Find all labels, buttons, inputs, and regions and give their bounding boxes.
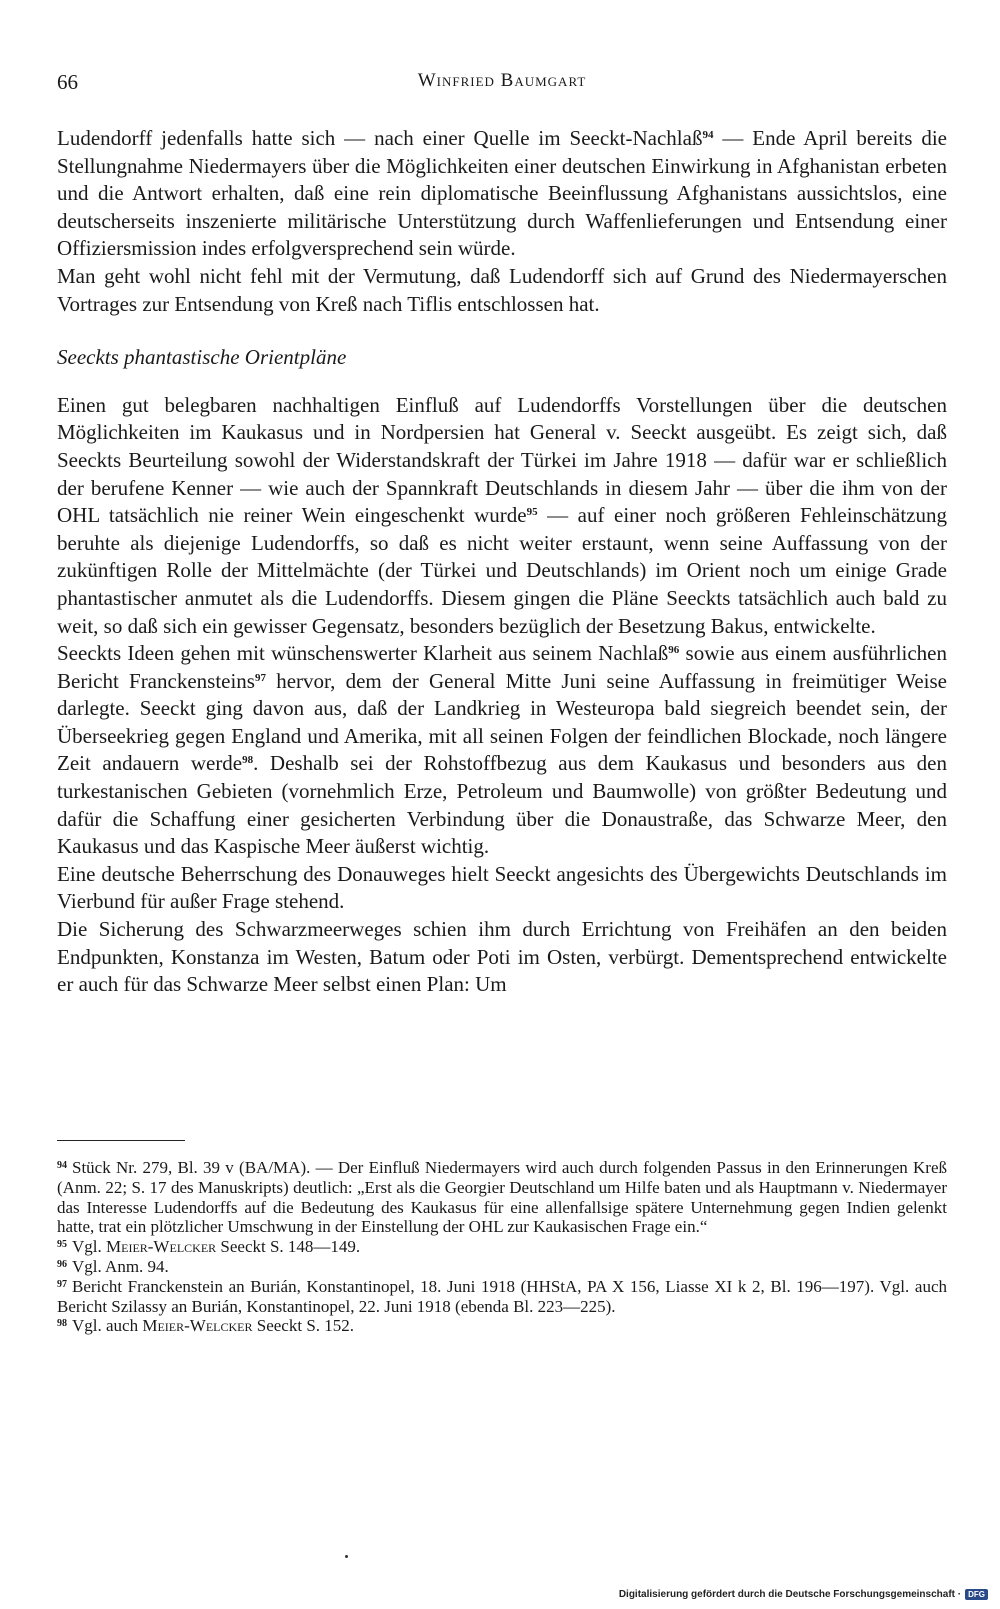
footnote-ref-97[interactable]: 97 bbox=[254, 671, 266, 684]
paragraph-text: — auf einer noch größeren Fehleinschätzung beruhte als diejenige Ludendorffs, so daß es nicht weiter erstaunt, wenn seine Auffassung von der zukünftigen Rolle der Mittelmächte (der Türkei und Deutschlands) im Orient noch um einige Grade phantastischer anmutet als die Ludendorffs. Diesem gingen die Pläne Seeckts tatsächlich auch bald zu weit, so daß sich ein gewisser Gegensatz, besonders bezüglich der Besetzung Bakus, entwickelte. bbox=[57, 503, 947, 638]
footnote-number: 97 bbox=[57, 1278, 67, 1290]
footnote-text: Vgl. bbox=[72, 1237, 106, 1257]
page-header bbox=[57, 70, 947, 100]
main-text bbox=[57, 125, 947, 999]
footnote-text: Vgl. auch bbox=[72, 1316, 143, 1336]
footnote-number: 96 bbox=[57, 1258, 67, 1270]
footnote-ref-96[interactable]: 96 bbox=[668, 644, 680, 657]
footnote-text: Vgl. Anm. 94. bbox=[72, 1256, 169, 1276]
footnote-text: Seeckt S. 152. bbox=[252, 1316, 355, 1336]
footnote-text: Seeckt S. 148—149. bbox=[216, 1237, 361, 1257]
paragraph-6: Die Sicherung des Schwarzmeerweges schien ihm durch Errichtung von Freihäfen an den beiden Endpunkten, Konstanza im Westen, Batum oder Poti im Osten, verbürgt. Dementsprechend entwickelte er auch für das Schwarze Meer selbst einen Plan: Um bbox=[57, 917, 947, 997]
footnote-text: Bericht Franckenstein an Burián, Konstantinopel, 18. Juni 1918 (HHStA, PA X 156, Liasse XI k 2, Bl. 196—197). Vgl. auch Bericht Szilassy an Burián, Konstantinopel, 22. Juni 1918 (ebenda Bl. 223—225). bbox=[57, 1276, 947, 1316]
footnote-95 bbox=[57, 1237, 947, 1257]
footnote-98 bbox=[57, 1316, 947, 1336]
paragraph-text: Einen gut belegbaren nachhaltigen Einfluß auf Ludendorffs Vorstellungen über die deutschen Möglichkeiten im Kaukasus und in Nordpersien hat General v. Seeckt ausgeübt. Es zeigt sich, daß Seeckts Beurteilung sowohl der Widerstandskraft der Türkei im Jahre 1918 — dafür war er schließlich der berufene Kenner — wie auch der Spannkraft Deutschlands in diesem Jahr — über die ihm von der OHL tatsächlich nie reiner Wein eingeschenkt wurde bbox=[57, 392, 947, 528]
footnote-96 bbox=[57, 1257, 947, 1277]
cited-author: Meier-Welcker bbox=[142, 1316, 253, 1336]
print-speck bbox=[345, 1555, 348, 1558]
footer-text: Digitalisierung gefördert durch die Deutsche Forschungsgemeinschaft · bbox=[618, 1589, 962, 1600]
footnote-97 bbox=[57, 1277, 947, 1317]
page-number: 66 bbox=[57, 70, 78, 94]
paragraph-text: Ludendorff jedenfalls hatte sich — nach einer Quelle im Seeckt-Nachlaß bbox=[57, 126, 703, 150]
dfg-logo-icon: DFG bbox=[965, 1589, 988, 1600]
paragraph-text: Seeckts Ideen gehen mit wünschenswerter Klarheit aus seinem Nachlaß bbox=[57, 641, 669, 666]
footnote-number: 95 bbox=[57, 1239, 67, 1251]
paragraph-2: Man geht wohl nicht fehl mit der Vermutung, daß Ludendorff sich auf Grund des Niedermayerschen Vortrages zur Entsendung von Kreß nach Tiflis entschlossen hat. bbox=[57, 263, 947, 316]
footnote-94 bbox=[57, 1158, 947, 1237]
footnote-ref-94[interactable]: 94 bbox=[702, 129, 714, 141]
paragraph-4 bbox=[57, 640, 947, 861]
footnote-text: Stück Nr. 279, Bl. 39 v (BA/MA). — Der Einfluß Niedermayers wird auch durch folgenden Passus in den Erinnerungen Kreß (Anm. 22; S. 17 des Manuskripts) deutlich: „Erst als die Georgier Deutschland um Hilfe baten und als Hauptmann v. Niedermayer das Interesse Ludendorffs auf die Bedeutung des Kaukasus für eine allenfallsige spätere Unternehmung gegen Indien gelenkt hatte, trat ein plötzlicher Umschwung in der Einstellung der OHL zur Kaukasischen Frage ein.“ bbox=[57, 1158, 947, 1237]
cited-author: Meier-Welcker bbox=[106, 1237, 217, 1257]
footnote-ref-95[interactable]: 95 bbox=[526, 506, 538, 519]
footnote-number: 98 bbox=[57, 1318, 67, 1330]
footnote-ref-98[interactable]: 98 bbox=[242, 754, 254, 767]
digitization-footer bbox=[619, 1589, 988, 1600]
footnotes bbox=[57, 1158, 947, 1336]
footnote-divider bbox=[57, 1140, 185, 1141]
running-head: Winfried Baumgart bbox=[417, 70, 587, 91]
paragraph-text: sowie aus einem ausführlichen Bericht Franckensteins bbox=[57, 641, 948, 693]
paragraph-text: hervor, dem der General Mitte Juni seine Auffassung in freimütiger Weise darlegte. Seeckt ging davon aus, daß der Landkrieg in Westeuropa bald siegreich beendet sein, der Überseekrieg gegen England und Amerika, mit all seinen Folgen der feindlichen Blockade, noch längere Zeit andauern werde bbox=[57, 668, 947, 776]
paragraph-text: — Ende April bereits die Stellungnahme Niedermayers über die Möglichkeiten einer deutschen Einwirkung in Afghanistan erbeten und die Antwort erhalten, daß eine rein diplomatische Beeinflussung Afghanistans aussichtslos, eine deutscherseits inszenierte militärische Unterstützung durch Waffenlieferungen und Entsendung einer Offiziersmission indes erfolgversprechend sein würde. bbox=[57, 126, 947, 261]
section-heading: Seeckts phantastische Orientpläne bbox=[57, 345, 347, 370]
paragraph-3 bbox=[57, 392, 947, 640]
paragraph-text: . Deshalb sei der Rohstoffbezug aus dem Kaukasus und besonders aus den turkestanischen Gebieten (vornehmlich Erze, Petroleum und Baumwolle) von größter Bedeutung und dafür die Schaffung einer gesicherten Verbindung über die Donaustraße, das Schwarze Meer, den Kaukasus und das Kaspische Meer äußerst wichtig. bbox=[57, 751, 948, 859]
paragraph-1 bbox=[57, 125, 947, 263]
footnote-number: 94 bbox=[57, 1160, 67, 1171]
paragraph-5: Eine deutsche Beherrschung des Donauweges hielt Seeckt angesichts des Übergewichts Deutschlands im Vierbund für außer Frage stehend. bbox=[57, 861, 947, 914]
